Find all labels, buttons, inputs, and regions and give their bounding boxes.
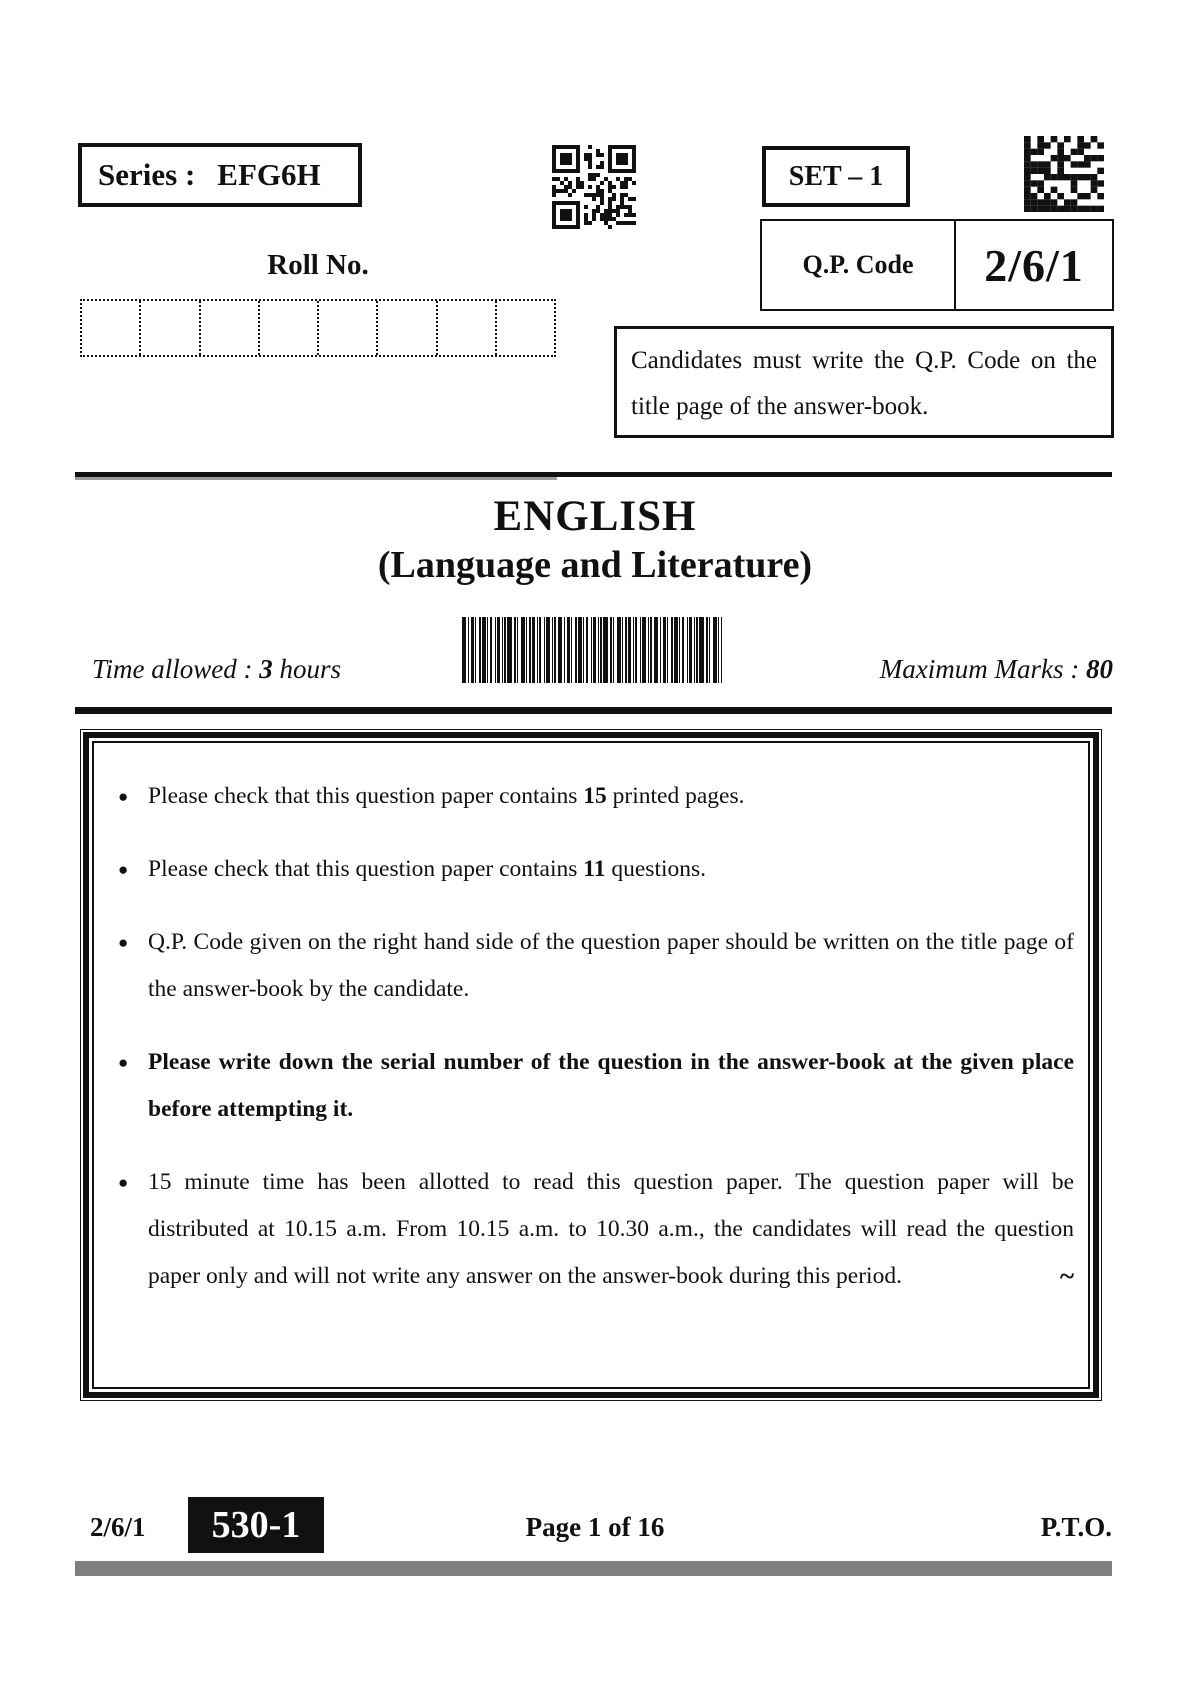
subject-title: ENGLISH: [493, 493, 697, 540]
instructions-box-frame: [83, 732, 1099, 1398]
bullet-icon: ●: [118, 933, 129, 952]
set-label: SET – 1: [788, 160, 884, 192]
instruction-item: [106, 1039, 1076, 1133]
mid-divider: [75, 707, 1112, 714]
instruction-text: Please check that this question paper contains 15 printed pages.: [148, 783, 745, 809]
footer-gray-bar: [75, 1561, 1112, 1576]
time-marks-row: [92, 654, 1113, 685]
time-allowed-value: 3: [259, 654, 273, 684]
bullet-icon: ●: [118, 1053, 129, 1072]
paper-code-badge: 530-1: [188, 1497, 324, 1553]
time-allowed: [92, 654, 341, 685]
instruction-text: 15 minute time has been allotted to read this question paper. The question paper will be distributed at 10.15 a.m. From 10.15 a.m. to 10.30 a.m., the candidates will read the question paper only and will not write any answer on the answer-book during this period. ~: [148, 1159, 1076, 1300]
candidates-note-box: [614, 326, 1114, 438]
data-matrix-icon: [1024, 136, 1104, 212]
tilde-mark: ~: [1059, 1261, 1074, 1291]
roll-digit-cell: [497, 301, 554, 355]
qp-code-value: 2/6/1: [984, 239, 1084, 291]
roll-no-label: Roll No.: [267, 249, 369, 281]
maximum-marks-value: 80: [1086, 654, 1113, 684]
qr-code-icon: [552, 145, 636, 229]
instruction-item: [106, 1159, 1076, 1300]
instruction-text: Please check that this question paper contains 11 questions.: [148, 856, 707, 882]
bullet-icon: ●: [118, 787, 129, 806]
series-box: [78, 143, 362, 207]
series-label: Series :: [98, 157, 196, 192]
instructions-box-inner: [92, 741, 1090, 1389]
instruction-text: Q.P. Code given on the right hand side of the question paper should be written on the title page of the answer-book by the candidate.: [148, 929, 1074, 1002]
series-value: EFG6H: [217, 157, 321, 192]
roll-digit-cell: [319, 301, 378, 355]
instruction-text: Please write down the serial number of the question in the answer-book at the given place before attempting it.: [148, 1049, 1074, 1122]
instruction-item: [106, 919, 1076, 1013]
maximum-marks: [880, 654, 1113, 685]
page-number: Page 1 of 16: [525, 1512, 665, 1542]
roll-digit-cell: [82, 301, 141, 355]
instructions-box: [80, 729, 1102, 1401]
roll-number-boxes: [80, 299, 556, 357]
candidates-note-text: Candidates must write the Q.P. Code on the title page of the answer-book.: [631, 347, 1097, 420]
instruction-item: [106, 773, 1076, 820]
set-box: [762, 146, 910, 207]
qp-code-label: Q.P. Code: [762, 221, 956, 309]
roll-digit-cell: [201, 301, 260, 355]
bullet-icon: ●: [118, 1173, 129, 1192]
instruction-item: [106, 846, 1076, 893]
pto-label: P.T.O.: [1040, 1512, 1112, 1542]
instructions-list: [106, 773, 1076, 1300]
time-allowed-label: Time allowed :: [92, 654, 260, 684]
roll-digit-cell: [141, 301, 200, 355]
roll-digit-cell: [378, 301, 437, 355]
subject-subtitle: (Language and Literature): [377, 544, 813, 586]
maximum-marks-label: Maximum Marks :: [879, 654, 1086, 684]
footer-qp-code: 2/6/1: [90, 1512, 146, 1542]
roll-digit-cell: [438, 301, 497, 355]
roll-digit-cell: [260, 301, 319, 355]
bullet-icon: ●: [118, 860, 129, 879]
time-allowed-unit: hours: [272, 654, 342, 684]
qp-code-table: [760, 219, 1114, 311]
top-divider-shadow: [75, 477, 557, 480]
